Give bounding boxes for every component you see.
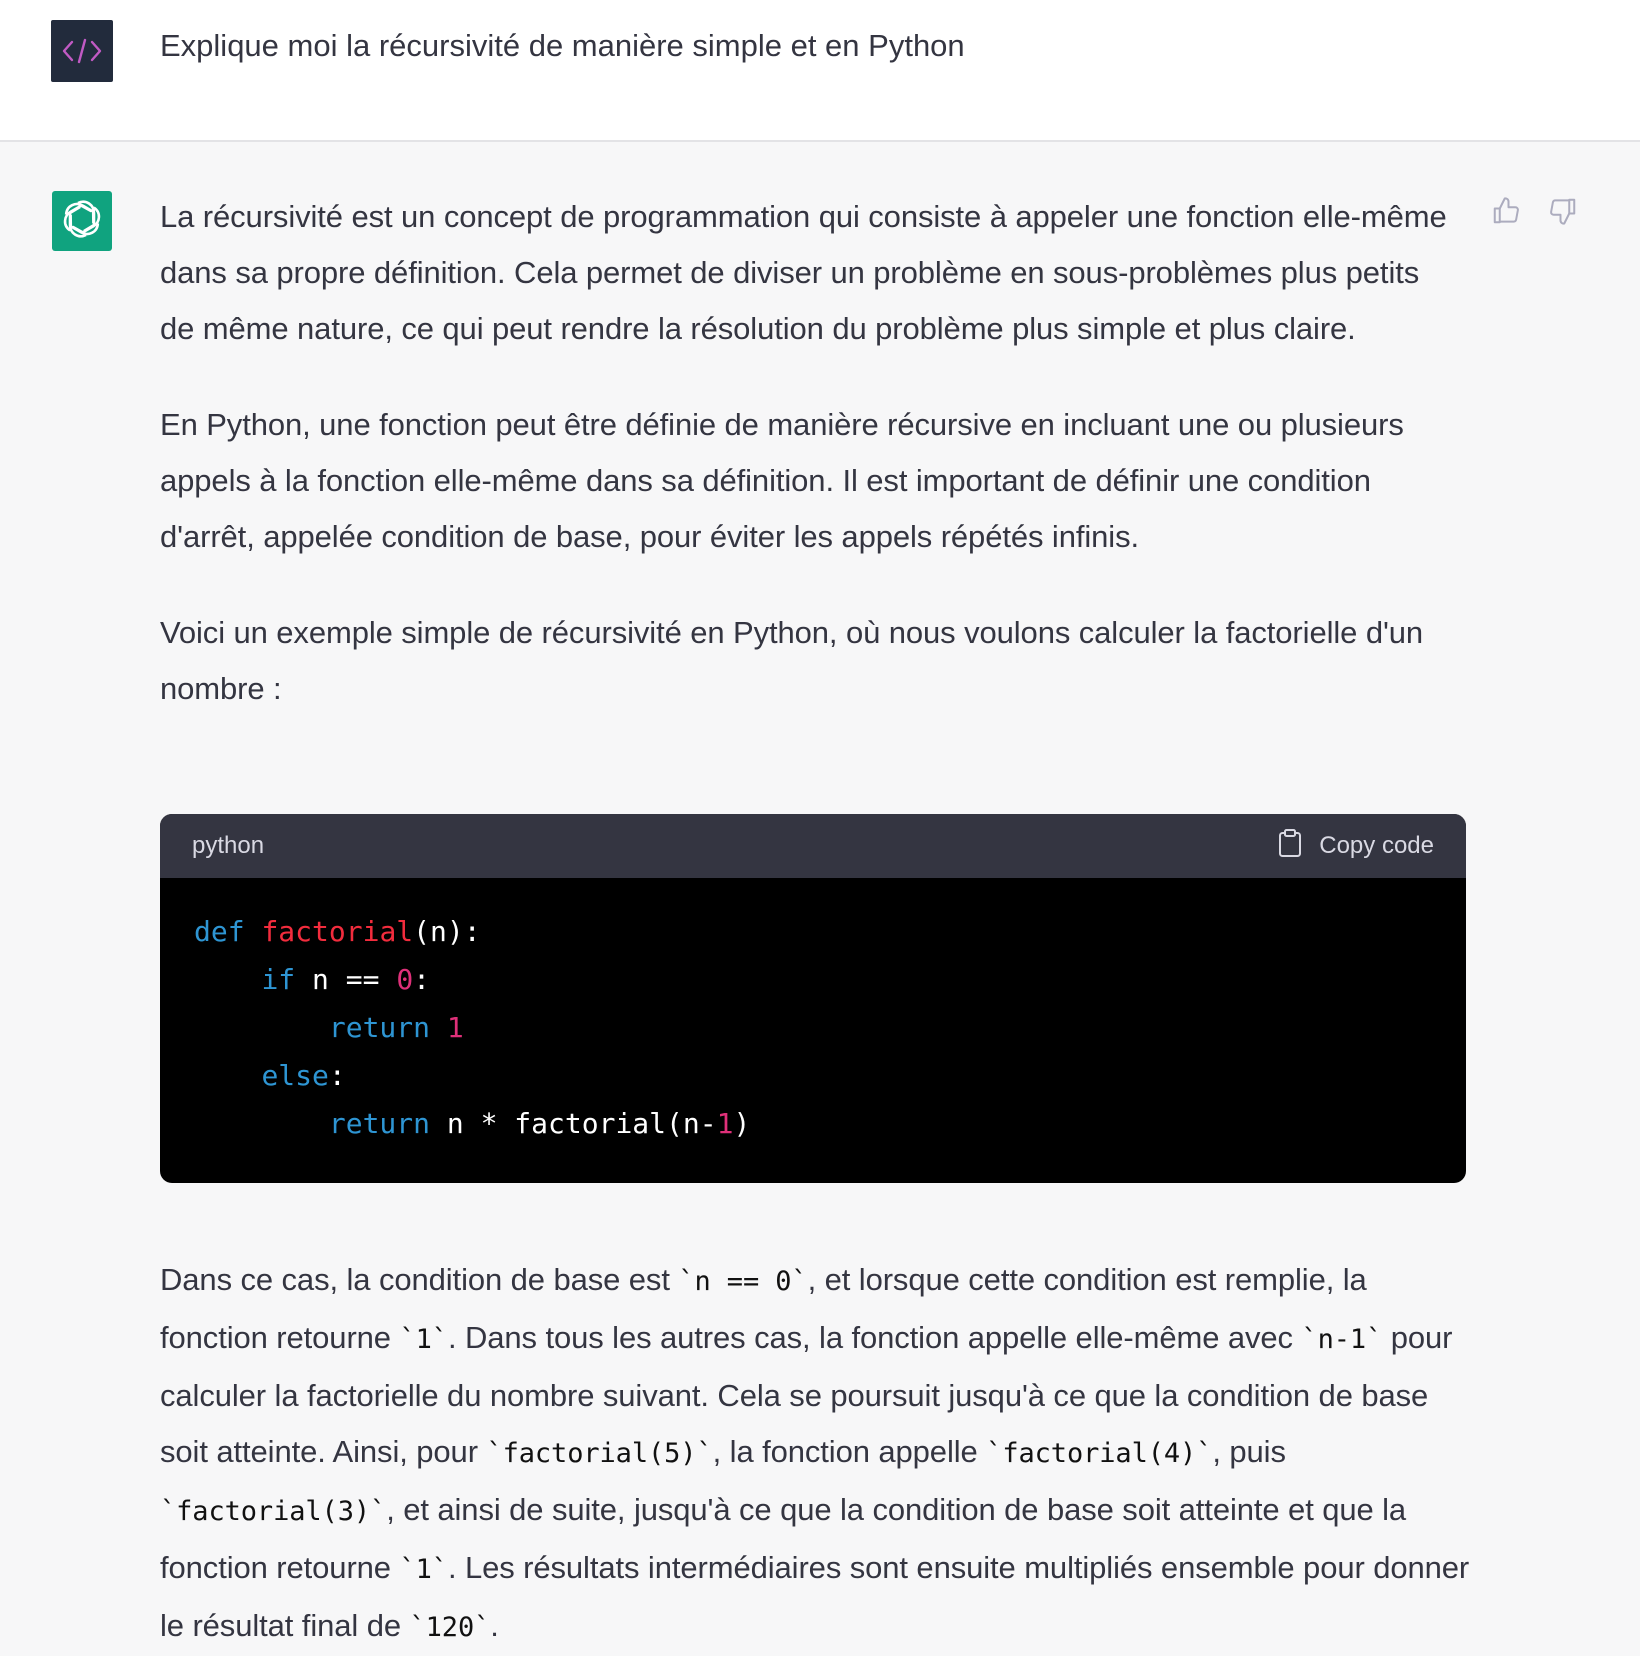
inline-code: `n-1` xyxy=(1301,1324,1383,1355)
code-token xyxy=(194,1011,329,1044)
code-token: (n): xyxy=(413,915,481,948)
clipboard-icon xyxy=(1277,828,1303,865)
copy-code-button[interactable] xyxy=(1277,814,1434,878)
code-token xyxy=(194,963,261,996)
code-block-header xyxy=(160,814,1466,878)
thumbs-up-icon xyxy=(1491,196,1521,231)
inline-code: `1` xyxy=(399,1554,448,1585)
code-token: def xyxy=(194,915,245,948)
code-token: return xyxy=(328,1107,431,1140)
explanation-text: , puis xyxy=(1212,1434,1286,1469)
user-avatar xyxy=(51,20,113,82)
thumbs-down-button[interactable] xyxy=(1546,196,1580,230)
code-token: 1 xyxy=(716,1107,734,1140)
assistant-message-content xyxy=(160,189,1460,717)
explanation-text: . Dans tous les autres cas, la fonction appelle elle-même avec xyxy=(447,1320,1302,1355)
inline-code: `n == 0` xyxy=(678,1266,808,1297)
explanation-text: . xyxy=(490,1608,499,1643)
paragraph-intro: La récursivité est un concept de programmation qui consiste à appeler une fonction elle-même dans sa propre définition. Cela permet de diviser un problème en sous-problèmes plus petits de même nature, ce qui peut rendre la résolution du problème plus simple et plus claire. xyxy=(160,199,1447,346)
thumbs-up-button[interactable] xyxy=(1489,196,1523,230)
inline-code: `factorial(5)` xyxy=(486,1438,713,1469)
user-message-row xyxy=(0,0,1640,142)
paragraph-example: Voici un exemple simple de récursivité en Python, où nous voulons calculer la factorielle d'un nombre : xyxy=(160,615,1424,706)
code-block xyxy=(160,814,1466,1183)
inline-code: `factorial(4)` xyxy=(986,1438,1213,1469)
code-token: factorial xyxy=(261,915,414,948)
code-token: else xyxy=(261,1059,329,1092)
user-message-text: Explique moi la récursivité de manière simple et en Python xyxy=(160,28,965,63)
code-token: n * factorial(n- xyxy=(430,1107,717,1140)
paragraph-explanation xyxy=(160,1252,1470,1656)
code-token: n == xyxy=(295,963,397,996)
code-token: 0 xyxy=(396,963,414,996)
code-content xyxy=(160,878,1466,1178)
inline-code: `factorial(3)` xyxy=(160,1496,387,1527)
code-token xyxy=(194,1107,329,1140)
code-token: 1 xyxy=(446,1011,464,1044)
openai-logo-icon xyxy=(60,197,104,246)
explanation-text: pour calculer la factorielle du nombre suivant. Cela se poursuit jusqu'à ce que la condition de base soit atteinte. Ainsi, pour xyxy=(160,1320,1453,1469)
code-token: if xyxy=(261,963,296,996)
copy-code-label: Copy code xyxy=(1319,832,1434,859)
code-brackets-icon xyxy=(60,36,104,66)
assistant-avatar xyxy=(52,191,112,251)
explanation-text: . Les résultats intermédiaires sont ensuite multipliés ensemble pour donner le résultat final de xyxy=(160,1550,1470,1643)
thumbs-down-icon xyxy=(1548,196,1578,231)
code-language-label: python xyxy=(192,832,265,859)
explanation-text: Dans ce cas, la condition de base est xyxy=(160,1262,679,1297)
explanation-text: , la fonction appelle xyxy=(712,1434,987,1469)
explanation-text: , et ainsi de suite, jusqu'à ce que la condition de base soit atteinte et que la fonction retourne xyxy=(160,1492,1407,1585)
code-token: : xyxy=(413,963,431,996)
inline-code: `120` xyxy=(409,1612,491,1643)
code-token: ) xyxy=(733,1107,751,1140)
paragraph-explanation-wrapper xyxy=(160,1252,1470,1656)
code-token: : xyxy=(328,1059,346,1092)
paragraph-python: En Python, une fonction peut être définie de manière récursive en incluant une ou plusieurs appels à la fonction elle-même dans sa définition. Il est important de définir une condition d'arrêt, appelée condition de base, pour éviter les appels répétés infinis. xyxy=(160,407,1404,554)
assistant-message-row xyxy=(0,142,1640,1644)
code-token xyxy=(194,1059,261,1092)
explanation-text: , et lorsque cette condition est remplie, la fonction retourne xyxy=(160,1262,1367,1355)
code-token xyxy=(430,1011,447,1044)
code-token: return xyxy=(328,1011,431,1044)
inline-code: `1` xyxy=(399,1324,448,1355)
